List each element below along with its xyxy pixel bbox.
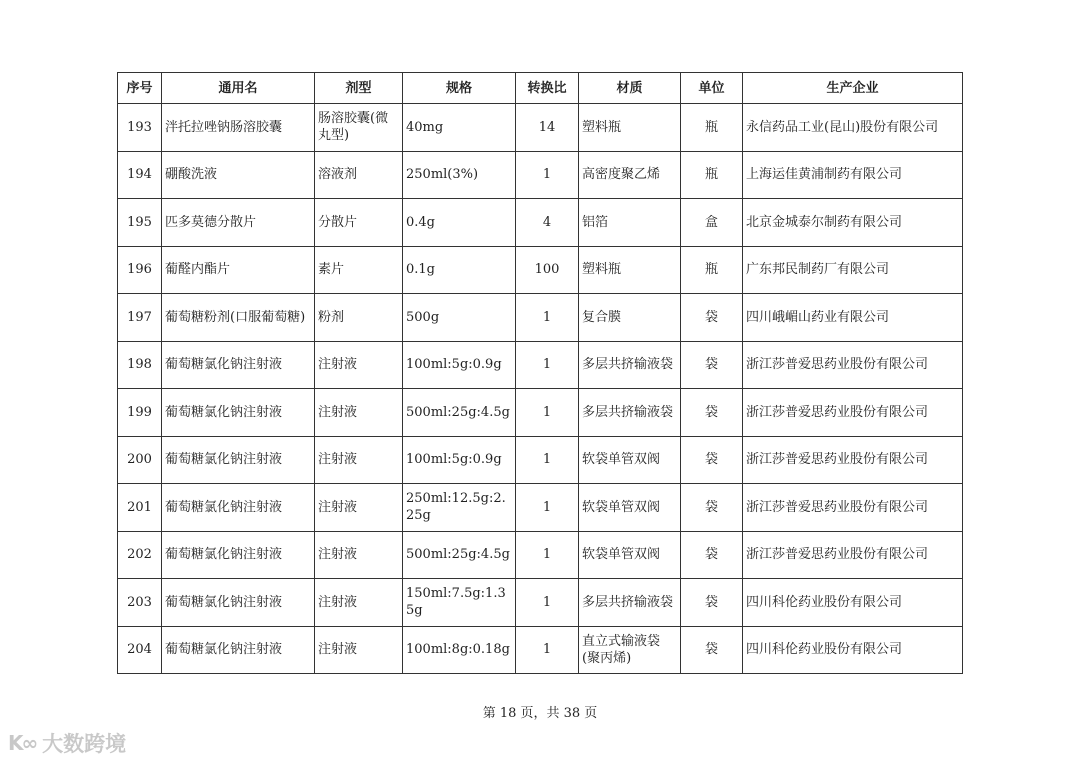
- cell-unit: 袋: [681, 484, 743, 532]
- header-col-dosage-form: 剂型: [315, 73, 403, 104]
- cell-conversion-ratio: 100: [516, 246, 579, 294]
- table-row: [118, 294, 963, 342]
- header-col-material: 材质: [579, 73, 681, 104]
- cell-unit: 袋: [681, 579, 743, 627]
- cell-generic-name: 泮托拉唑钠肠溶胶囊: [162, 104, 315, 152]
- cell-conversion-ratio: 14: [516, 104, 579, 152]
- cell-index: 201: [118, 484, 162, 532]
- cell-conversion-ratio: 1: [516, 389, 579, 437]
- header-col-manufacturer: 生产企业: [743, 73, 963, 104]
- cell-dosage-form: 注射液: [315, 436, 403, 484]
- cell-manufacturer: 浙江莎普爱思药业股份有限公司: [743, 389, 963, 437]
- cell-index: 193: [118, 104, 162, 152]
- cell-dosage-form: 分散片: [315, 199, 403, 247]
- cell-material: 铝箔: [579, 199, 681, 247]
- cell-material: 塑料瓶: [579, 246, 681, 294]
- header-col-unit: 单位: [681, 73, 743, 104]
- cell-generic-name: 葡萄糖氯化钠注射液: [162, 341, 315, 389]
- cell-generic-name: 葡萄糖氯化钠注射液: [162, 626, 315, 674]
- cell-material: 多层共挤输液袋: [579, 579, 681, 627]
- cell-material: 直立式输液袋(聚丙烯): [579, 626, 681, 674]
- cell-index: 194: [118, 151, 162, 199]
- cell-generic-name: 葡萄糖氯化钠注射液: [162, 389, 315, 437]
- watermark-logo: [8, 728, 126, 758]
- cell-spec: 0.4g: [403, 199, 516, 247]
- cell-manufacturer: 北京金城泰尔制药有限公司: [743, 199, 963, 247]
- cell-unit: 袋: [681, 626, 743, 674]
- cell-index: 198: [118, 341, 162, 389]
- cell-conversion-ratio: 1: [516, 626, 579, 674]
- cell-manufacturer: 四川科伦药业股份有限公司: [743, 626, 963, 674]
- cell-spec: 0.1g: [403, 246, 516, 294]
- table-row: [118, 389, 963, 437]
- cell-spec: 100ml:8g:0.18g: [403, 626, 516, 674]
- cell-unit: 袋: [681, 531, 743, 579]
- cell-spec: 250ml:12.5g:2.25g: [403, 484, 516, 532]
- cell-generic-name: 葡萄糖氯化钠注射液: [162, 484, 315, 532]
- cell-manufacturer: 浙江莎普爱思药业股份有限公司: [743, 436, 963, 484]
- cell-index: 203: [118, 579, 162, 627]
- table-row: [118, 531, 963, 579]
- page-number: 第 18 页，共 38 页: [482, 706, 598, 721]
- cell-spec: 250ml(3%): [403, 151, 516, 199]
- table-row: [118, 484, 963, 532]
- cell-index: 200: [118, 436, 162, 484]
- cell-generic-name: 葡萄糖氯化钠注射液: [162, 531, 315, 579]
- cell-conversion-ratio: 1: [516, 531, 579, 579]
- cell-manufacturer: 广东邦民制药厂有限公司: [743, 246, 963, 294]
- cell-unit: 瓶: [681, 246, 743, 294]
- cell-conversion-ratio: 1: [516, 579, 579, 627]
- cell-manufacturer: 永信药品工业(昆山)股份有限公司: [743, 104, 963, 152]
- cell-generic-name: 硼酸洗液: [162, 151, 315, 199]
- cell-generic-name: 葡萄糖粉剂(口服葡萄糖): [162, 294, 315, 342]
- cell-spec: 500ml:25g:4.5g: [403, 531, 516, 579]
- cell-dosage-form: 注射液: [315, 531, 403, 579]
- table-row: [118, 341, 963, 389]
- cell-spec: 150ml:7.5g:1.35g: [403, 579, 516, 627]
- cell-material: 高密度聚乙烯: [579, 151, 681, 199]
- table-row: [118, 199, 963, 247]
- cell-spec: 500g: [403, 294, 516, 342]
- cell-generic-name: 葡醛内酯片: [162, 246, 315, 294]
- cell-index: 195: [118, 199, 162, 247]
- cell-conversion-ratio: 1: [516, 151, 579, 199]
- cell-material: 复合膜: [579, 294, 681, 342]
- header-col-index: 序号: [118, 73, 162, 104]
- cell-material: 软袋单管双阀: [579, 484, 681, 532]
- cell-manufacturer: 四川科伦药业股份有限公司: [743, 579, 963, 627]
- cell-spec: 100ml:5g:0.9g: [403, 341, 516, 389]
- cell-unit: 瓶: [681, 104, 743, 152]
- cell-generic-name: 葡萄糖氯化钠注射液: [162, 579, 315, 627]
- cell-dosage-form: 溶液剂: [315, 151, 403, 199]
- cell-dosage-form: 注射液: [315, 389, 403, 437]
- cell-dosage-form: 肠溶胶囊(微丸型): [315, 104, 403, 152]
- cell-unit: 盒: [681, 199, 743, 247]
- header-col-generic-name: 通用名: [162, 73, 315, 104]
- cell-dosage-form: 注射液: [315, 579, 403, 627]
- table-row: [118, 246, 963, 294]
- cell-manufacturer: 四川峨嵋山药业有限公司: [743, 294, 963, 342]
- cell-unit: 袋: [681, 389, 743, 437]
- cell-index: 199: [118, 389, 162, 437]
- cell-generic-name: 匹多莫德分散片: [162, 199, 315, 247]
- cell-dosage-form: 粉剂: [315, 294, 403, 342]
- table-header-row: [118, 73, 963, 104]
- watermark-mark-icon: K∞: [8, 731, 37, 755]
- table-row: [118, 436, 963, 484]
- cell-material: 多层共挤输液袋: [579, 341, 681, 389]
- cell-conversion-ratio: 4: [516, 199, 579, 247]
- cell-index: 197: [118, 294, 162, 342]
- cell-material: 软袋单管双阀: [579, 531, 681, 579]
- cell-manufacturer: 浙江莎普爱思药业股份有限公司: [743, 531, 963, 579]
- cell-index: 204: [118, 626, 162, 674]
- header-col-spec: 规格: [403, 73, 516, 104]
- cell-unit: 袋: [681, 436, 743, 484]
- cell-material: 多层共挤输液袋: [579, 389, 681, 437]
- cell-dosage-form: 素片: [315, 246, 403, 294]
- drug-table: [117, 72, 963, 674]
- cell-manufacturer: 浙江莎普爱思药业股份有限公司: [743, 484, 963, 532]
- cell-dosage-form: 注射液: [315, 626, 403, 674]
- cell-index: 196: [118, 246, 162, 294]
- cell-index: 202: [118, 531, 162, 579]
- cell-spec: 100ml:5g:0.9g: [403, 436, 516, 484]
- cell-generic-name: 葡萄糖氯化钠注射液: [162, 436, 315, 484]
- cell-unit: 袋: [681, 341, 743, 389]
- table-row: [118, 579, 963, 627]
- table-row: [118, 626, 963, 674]
- cell-spec: 40mg: [403, 104, 516, 152]
- cell-spec: 500ml:25g:4.5g: [403, 389, 516, 437]
- watermark-text: 大数跨境: [42, 732, 127, 756]
- cell-material: 塑料瓶: [579, 104, 681, 152]
- cell-dosage-form: 注射液: [315, 484, 403, 532]
- cell-conversion-ratio: 1: [516, 294, 579, 342]
- cell-conversion-ratio: 1: [516, 436, 579, 484]
- cell-material: 软袋单管双阀: [579, 436, 681, 484]
- cell-manufacturer: 浙江莎普爱思药业股份有限公司: [743, 341, 963, 389]
- cell-conversion-ratio: 1: [516, 341, 579, 389]
- table-row: [118, 104, 963, 152]
- header-col-conversion-ratio: 转换比: [516, 73, 579, 104]
- cell-conversion-ratio: 1: [516, 484, 579, 532]
- cell-manufacturer: 上海运佳黄浦制药有限公司: [743, 151, 963, 199]
- cell-unit: 袋: [681, 294, 743, 342]
- cell-unit: 瓶: [681, 151, 743, 199]
- cell-dosage-form: 注射液: [315, 341, 403, 389]
- table-row: [118, 151, 963, 199]
